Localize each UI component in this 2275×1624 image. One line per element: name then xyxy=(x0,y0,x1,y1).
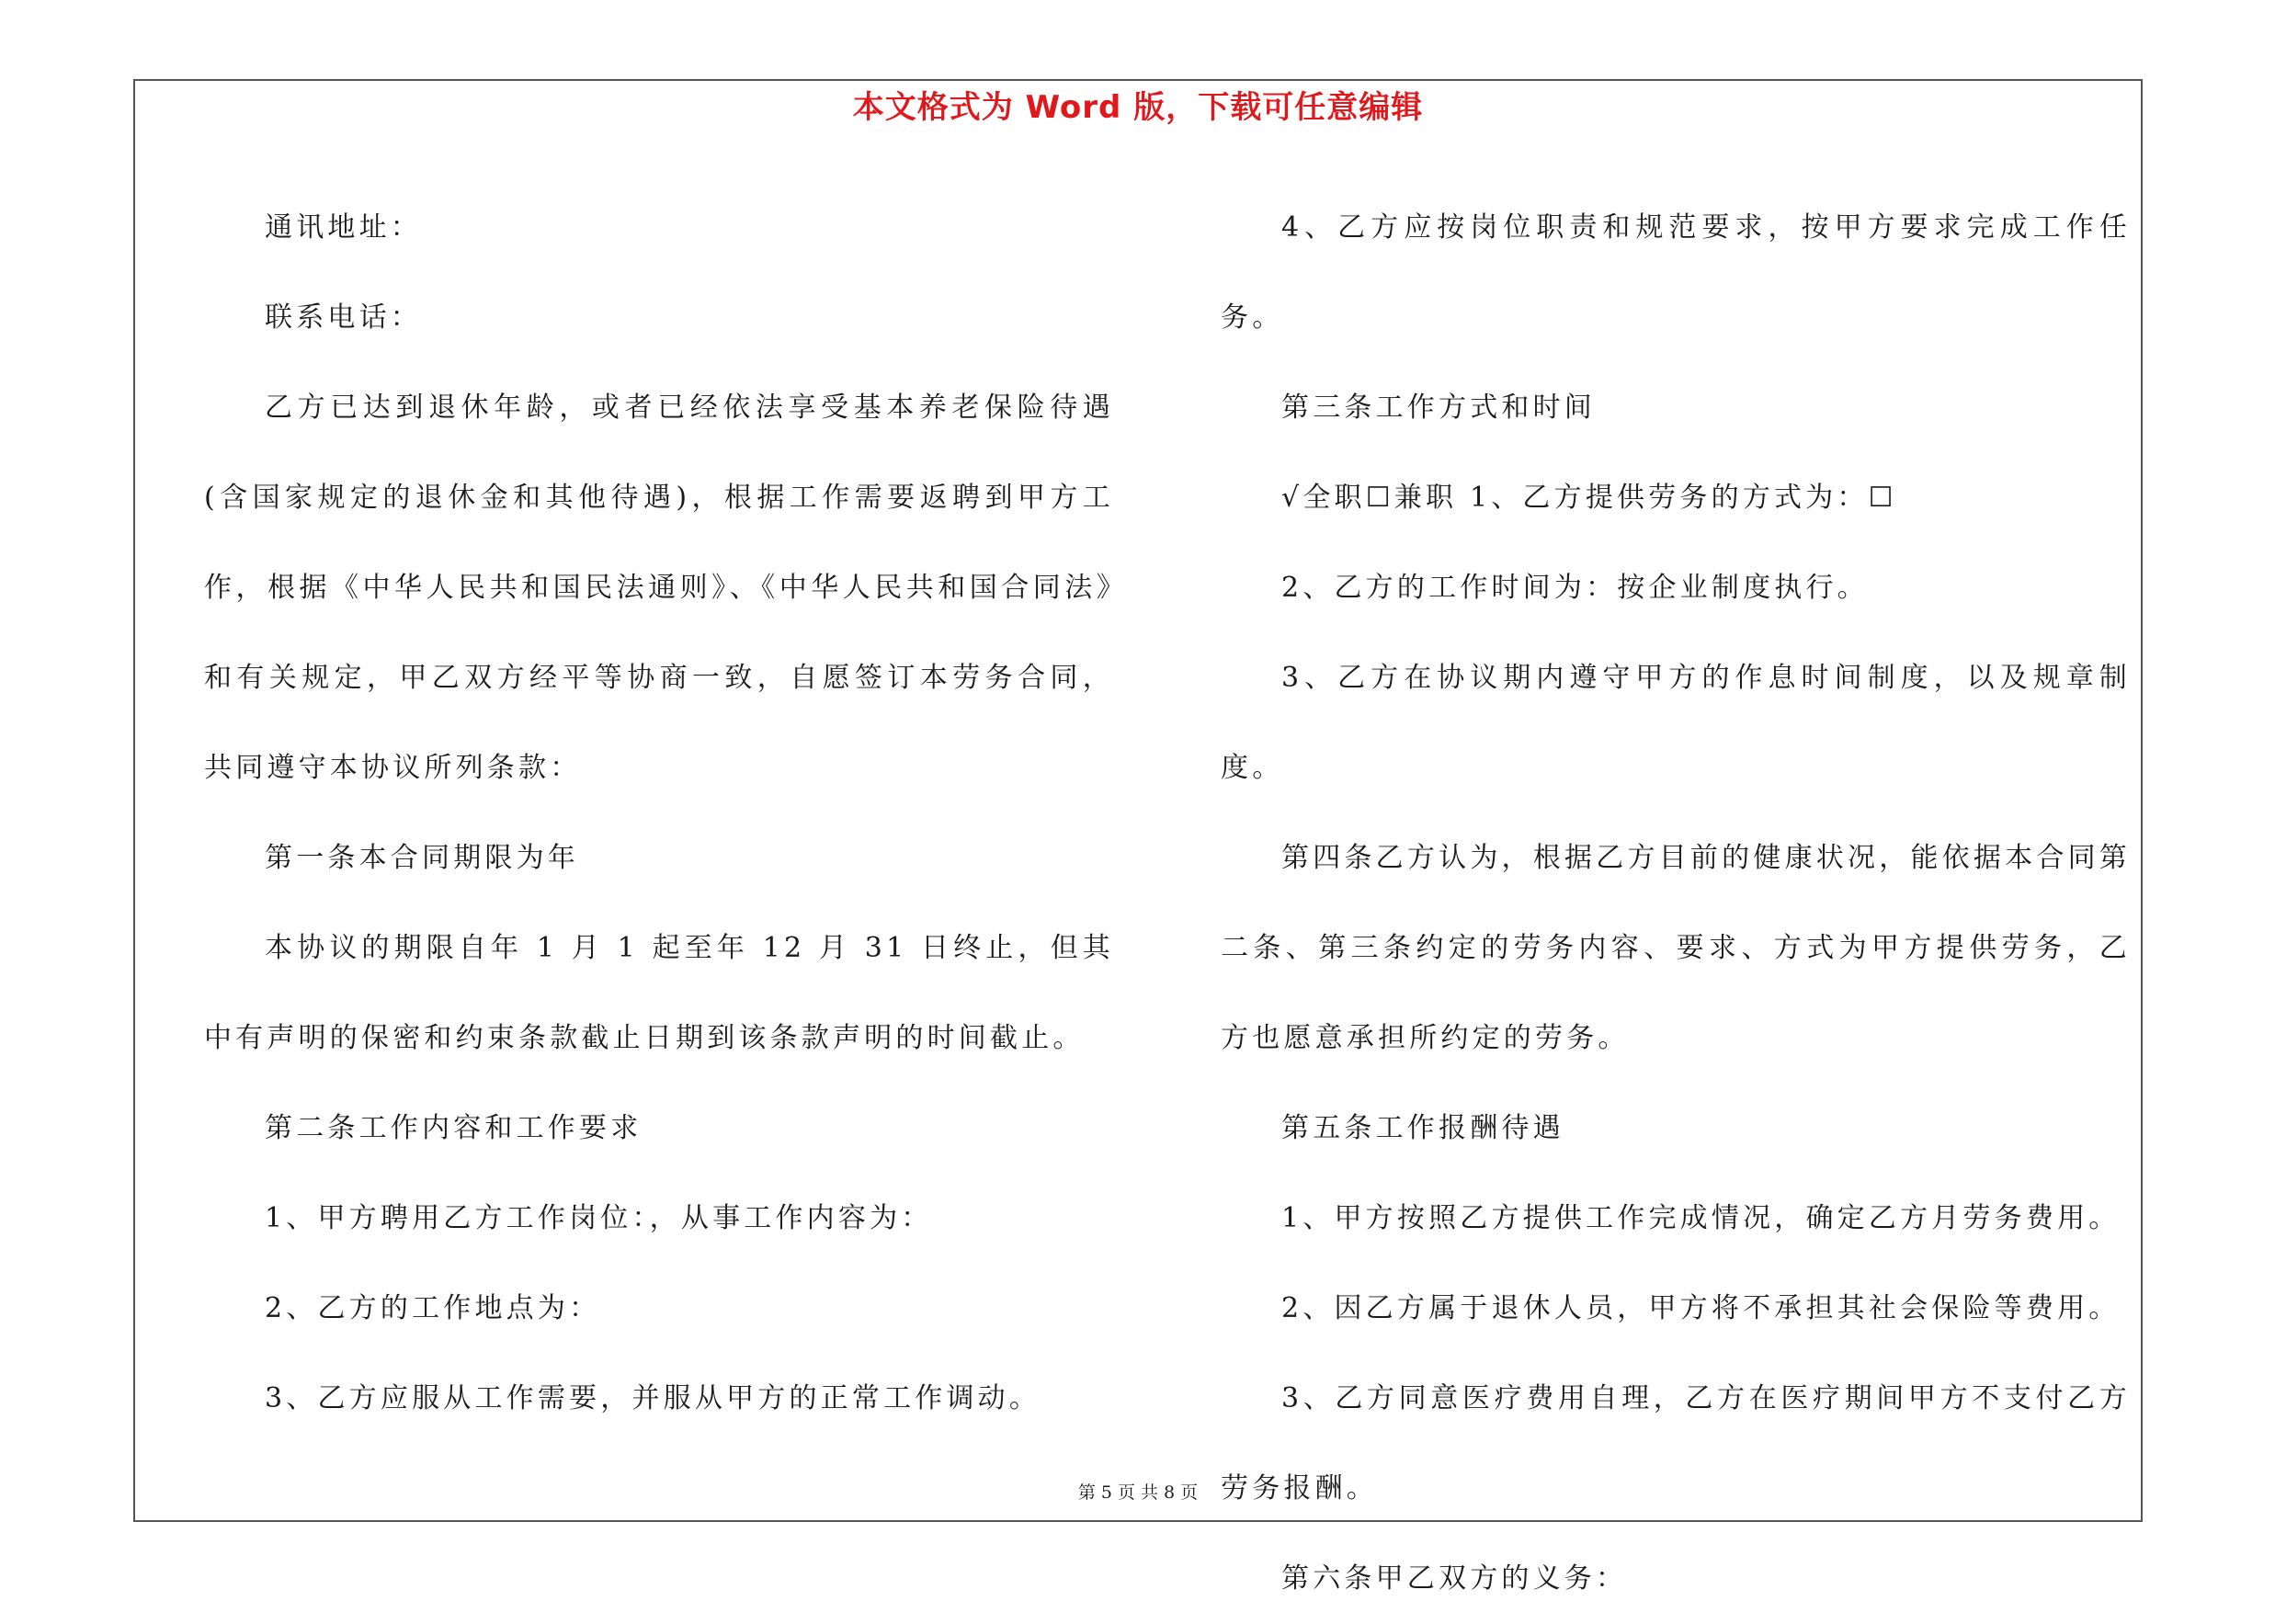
article-4-paragraph: 第四条乙方认为，根据乙方目前的健康状况，能依据本合同第二条、第三条约定的劳务内容、要求、方式为甲方提供劳务，乙方也愿意承担所约定的劳务。 xyxy=(1221,842,2131,1054)
format-banner: 本文格式为 Word 版，下载可任意编辑 xyxy=(852,89,1424,126)
paragraph-preamble: 乙方已达到退休年龄，或者已经依法享受基本养老保险待遇(含国家规定的退休金和其他待遇)，根据工作需要返聘到甲方工作，根据《中华人民共和国民法通则》、《中华人民共和国合同法》和有关规定，甲乙双方经平等协商一致，自愿签订本劳务合同，共同遵守本协议所列条款： xyxy=(204,392,1114,784)
paragraph-clause: 4、乙方应按岗位职责和规范要求，按甲方要求完成工作任务。 xyxy=(1221,211,2131,334)
paragraph-work-mode: √全职☐兼职 1、乙方提供劳务的方式为：☐ xyxy=(1281,482,1897,514)
paragraph-clause: 2、因乙方属于退休人员，甲方将不承担其社会保险等费用。 xyxy=(1281,1292,2121,1324)
paragraph-phone: 联系电话： xyxy=(265,301,422,334)
paragraph-clause: 3、乙方在协议期内遵守甲方的作息时间制度，以及规章制度。 xyxy=(1221,662,2131,784)
paragraph-clause: 1、甲方聘用乙方工作岗位：，从事工作内容为： xyxy=(265,1202,933,1234)
article-1-heading: 第一条本合同期限为年 xyxy=(265,842,579,874)
right-column xyxy=(1221,183,2131,1624)
left-column xyxy=(204,183,1114,1444)
paragraph-clause: 2、乙方的工作地点为： xyxy=(265,1292,601,1324)
paragraph-term: 本协议的期限自年 1 月 1 起至年 12 月 31 日终止，但其中有声明的保密和约束条款截止日期到该条款声明的时间截止。 xyxy=(204,932,1114,1054)
article-2-heading: 第二条工作内容和工作要求 xyxy=(265,1112,643,1144)
paragraph-clause: 2、乙方的工作时间为：按企业制度执行。 xyxy=(1281,572,1869,604)
paragraph-clause: 3、乙方应服从工作需要，并服从甲方的正常工作调动。 xyxy=(265,1382,1041,1414)
article-6-heading: 第六条甲乙双方的义务： xyxy=(1281,1562,1628,1595)
article-5-heading: 第五条工作报酬待遇 xyxy=(1281,1112,1564,1144)
paragraph-clause: 3、乙方同意医疗费用自理，乙方在医疗期间甲方不支付乙方劳务报酬。 xyxy=(1221,1382,2131,1505)
page-number-footer: 第 5 页 共 8 页 xyxy=(1077,1482,1199,1503)
paragraph-address: 通讯地址： xyxy=(265,211,422,244)
paragraph-clause: 1、甲方按照乙方提供工作完成情况，确定乙方月劳务费用。 xyxy=(1281,1202,2121,1234)
article-3-heading: 第三条工作方式和时间 xyxy=(1281,392,1596,424)
